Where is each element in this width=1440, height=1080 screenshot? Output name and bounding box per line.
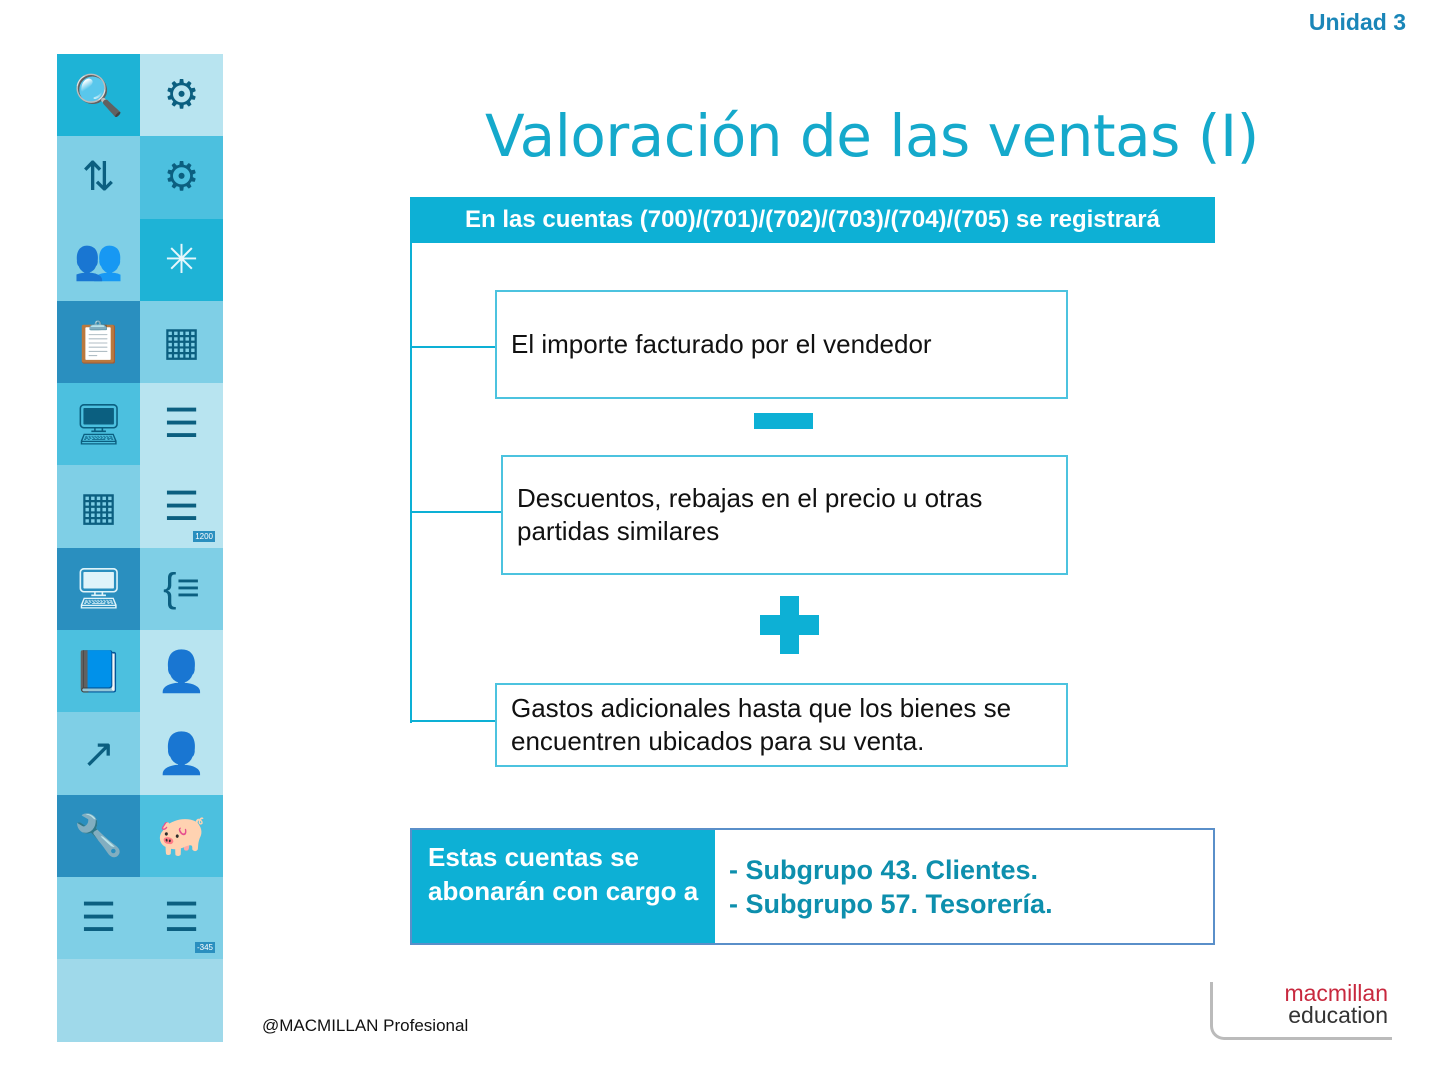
pencil-icon: 👤: [140, 712, 223, 794]
percent-euro-icon: ↗: [57, 712, 140, 794]
wrench-gear-icon: 🔧: [57, 795, 140, 877]
magnifier-icon: 🔍: [57, 54, 140, 136]
connector-branch: [410, 346, 496, 348]
connector-branch: [410, 511, 502, 513]
credit-accounts-list: [715, 830, 1213, 943]
computer-icon: 🖥: [57, 548, 140, 630]
minus-icon: [754, 413, 813, 429]
item-additional-costs: Gastos adicionales hasta que los bienes se encuentren ubicados para su venta.: [495, 683, 1068, 767]
presenter-icon: 📋: [57, 301, 140, 383]
item-discounts: Descuentos, rebajas en el precio u otras partidas similares: [501, 455, 1068, 575]
code-list-icon: {≡: [140, 548, 223, 630]
people-icon: 👥: [57, 219, 140, 301]
numbers-icon: ☰ -345: [140, 877, 223, 959]
person-icon: 👤: [140, 630, 223, 712]
ledger-icon: ☰ 1200: [140, 465, 223, 547]
document-icon: ☰: [57, 877, 140, 959]
gear-plus-icon: ⚙: [140, 136, 223, 218]
account-item: - Subgrupo 57. Tesorería.: [729, 888, 1053, 919]
diagram-heading: En las cuentas (700)/(701)/(702)/(703)/(704)/(705) se registrará: [410, 197, 1215, 243]
unit-label: Unidad 3: [1308, 9, 1406, 35]
monitor-icon: 🖥: [57, 383, 140, 465]
slide-title: Valoración de las ventas (I): [485, 102, 1259, 170]
book-icon: 📘: [57, 630, 140, 712]
list-icon: ☰: [140, 383, 223, 465]
item-invoiced-amount: El importe facturado por el vendedor: [495, 290, 1068, 399]
credit-accounts-table: [410, 828, 1215, 945]
account-item: - Subgrupo 43. Clientes.: [729, 854, 1039, 885]
people-arrows-icon: ⇅: [57, 136, 140, 218]
macmillan-logo: macmillan education: [1210, 982, 1392, 1040]
gears-icon: ⚙: [140, 54, 223, 136]
euro-arrows-icon: ✳: [140, 219, 223, 301]
connector-branch: [410, 720, 496, 722]
copyright: @MACMILLAN Profesional: [262, 1016, 469, 1035]
credit-accounts-label: Estas cuentas se abonarán con cargo a: [412, 830, 715, 943]
building-icon: ▦: [140, 301, 223, 383]
piggy-bank-icon: 🐖: [140, 795, 223, 877]
decorative-icon-sidebar: [57, 54, 223, 1042]
connector-line: [410, 243, 412, 723]
calculator-icon: ▦: [57, 465, 140, 547]
